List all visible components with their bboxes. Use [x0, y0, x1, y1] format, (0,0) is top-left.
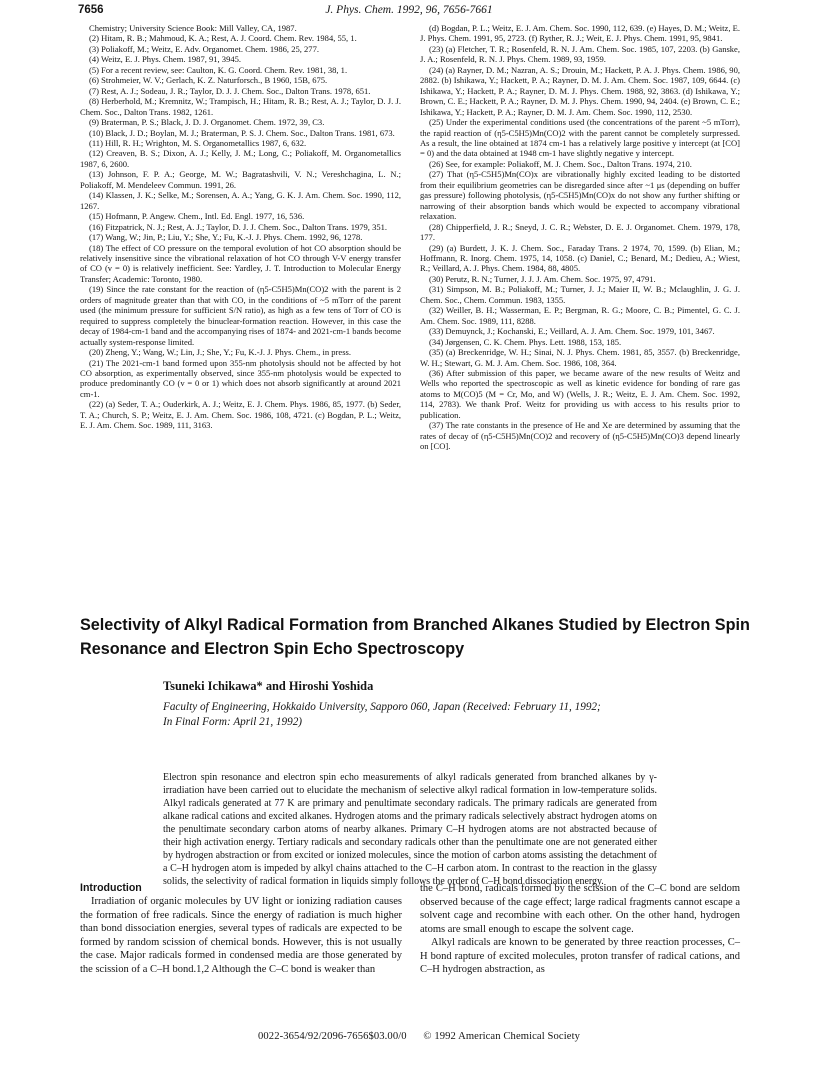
reference-item: (26) See, for example: Poliakoff, M. J. Chem. Soc., Dalton Trans. 1974, 210.	[429, 158, 692, 169]
reference-item: (6) Strohmeier, W. V.; Gerlach, K. Z. Naturforsch., B 1960, 15B, 675.	[89, 75, 328, 86]
article-title: Selectivity of Alkyl Radical Formation from Branched Alkanes Studied by Electron Spin Resonance and Electron Spin Echo Spectroscopy	[80, 616, 750, 658]
reference-item: (35) (a) Breckenridge, W. H.; Sinai, N. J. Phys. Chem. 1981, 85, 3557. (b) Breckenridge, W. H.; Stewart, G. M. J. Am. Chem. Soc. 1986, 108, 364.	[420, 347, 740, 368]
reference-item: (23) (a) Fletcher, T. R.; Rosenfeld, R. N. J. Am. Chem. Soc. 1985, 107, 2203. (b) Ganske, J. A.; Rosenfeld, R. N. J. Phys. Chem. 1989, 93, 1959.	[420, 43, 740, 65]
reference-item: (34) Jørgensen, C. K. Chem. Phys. Lett. 1988, 153, 185.	[429, 336, 622, 347]
reference-item: (8) Herberhold, M.; Kremnitz, W.; Trampisch, H.; Hitam, R. B.; Rest, A. J.; Taylor, D. J. J. Chem. Soc., Dalton Trans. 1982, 1261.	[80, 96, 401, 117]
reference-item: (32) Weiller, B. H.; Wasserman, E. P.; Bergman, R. G.; Moore, C. B.; Pimentel, G. C. J. Am. Chem. Soc. 1989, 111, 8288.	[420, 305, 740, 326]
article-authors: Tsuneki Ichikawa* and Hiroshi Yoshida	[163, 679, 374, 693]
reference-item: (16) Fitzpatrick, N. J.; Rest, A. J.; Taylor, D. J. J. Chem. Soc., Dalton Trans. 1979, 351.	[89, 221, 388, 232]
affiliation-line: In Final Form: April 21, 1992)	[163, 716, 303, 728]
reference-item: (28) Chipperfield, J. R.; Sneyd, J. C. R.; Webster, D. E. J. Organomet. Chem. 1979, 178, 177.	[420, 221, 740, 243]
reference-item: (18) The effect of CO pressure on the temporal evolution of hot CO absorption should be relatively insensitive since the vibrational relaxation of hot CO through V-V energy transfer of CO (v = 0) is relatively inefficient. See: Yardley, J. T. Introduction to Molecular Energy Transfer; Academic: Toronto, 1980.	[80, 242, 401, 284]
page-header	[78, 4, 740, 20]
reference-item: (14) Klassen, J. K.; Selke, M.; Sorensen, A. A.; Yang, G. K. J. Am. Chem. Soc. 1990, 112, 1267.	[80, 190, 401, 211]
reference-item: (33) Demuynck, J.; Kochanski, E.; Veillard, A. J. Am. Chem. Soc. 1979, 101, 3467.	[429, 326, 715, 337]
abstract: Electron spin resonance and electron spin echo measurements of alkyl radicals generated from branched alkanes by γ-irradiation have been carried out to elucidate the mechanism of selective alkyl radical formation in low-temperature solids. Alkyl radicals generated at 77 K are primary and penultimate secondary radicals. The primary radicals are generated from alkane radical cations and excited alkanes. Hydrogen atoms and the primary radicals selectively abstract hydrogen atoms on the penultimate secondary carbon atoms of nearby alkanes. Primary C–H hydrogen atoms are not abstracted because of their high activation energy. Tertiary radicals and secondary radicals other than the penultimate one are not generated either by hydrogen abstraction or from excited or ionized molecules, since the motion of carbon atoms assisting the detachment of a C–H hydrogen atom is impeded by alkyl chains attached to the C–H carbon atom. In contrast to the reaction in the glassy solids, the selectivity of radical formation in liquids simply follows the order of C–H bond dissociation energy.	[163, 772, 657, 888]
reference-item: (30) Perutz, R. N.; Turner, J. J. J. Am. Chem. Soc. 1975, 97, 4791.	[429, 273, 656, 284]
page-number: 7656	[78, 4, 104, 16]
reference-item: Chemistry; University Science Book: Mill Valley, CA, 1987.	[89, 23, 297, 33]
reference-item: (2) Hitam, R. B.; Mahmoud, K. A.; Rest, A. J. Coord. Chem. Rev. 1984, 55, 1.	[89, 33, 357, 44]
author-affiliation	[163, 700, 743, 730]
reference-item: (11) Hill, R. H.; Wrighton, M. S. Organometallics 1987, 6, 632.	[89, 137, 307, 148]
page-footer	[258, 1031, 594, 1042]
reference-item: (d) Bogdan, P. L.; Weitz, E. J. Am. Chem. Soc. 1990, 112, 639. (e) Hayes, D. M.; Weitz, E. J. Phys. Chem. 1991, 95, 2723. (f) Ryther, R. J.; Weit, E. J. Phys. Chem. 1991, 95, 9841.	[420, 23, 740, 44]
references-right-column	[420, 23, 740, 452]
references-left-column	[80, 23, 401, 431]
reference-item: (7) Rest, A. J.; Sodeau, J. R.; Taylor, D. J. J. Chem. Soc., Dalton Trans. 1978, 651.	[89, 85, 371, 96]
reference-item: (10) Black, J. D.; Boylan, M. J.; Braterman, P. S. J. Chem. Soc., Dalton Trans. 1981, 673.	[89, 127, 395, 138]
reference-item: (36) After submission of this paper, we became aware of the new results of Weitz and Wells who reported the spectroscopic as well as kinetic evidence for bonding of rare gas atoms to M(CO)5 (M = Cr, Mo, and W) (Wells, J. R.; Weitz, E. J. Am. Chem. Soc. 1992, 114, 2783). We thank Prof. Weitz for providing us with access to his results prior to publication.	[420, 367, 740, 420]
reference-item: (22) (a) Seder, T. A.; Ouderkirk, A. J.; Weitz, E. J. Chem. Phys. 1986, 85, 1977. (b) Seder, T. A.; Church, S. P.; Weitz, E. J. Am. Chem. Soc. 1986, 108, 4721. (c) Bogdan, P. L.; Weitz, E. J. Am. Chem. Soc. 1989, 111, 3163.	[80, 399, 401, 431]
reference-item: (27) That (η5-C5H5)Mn(CO)x are vibrationally highly excited leading to be distorted from their equilibrium geometries can be disregarded since after ~1 μs (depending on buffer gas pressure) following photolysis, (η5-C5H5)Mn(CO)x do not show any further shifting or narrowing of their absorption bands which would be expected to accompany vibrational relaxation.	[420, 169, 740, 222]
section-heading-introduction: Introduction	[80, 882, 142, 894]
body-left-column	[80, 895, 402, 976]
reference-item: (19) Since the rate constant for the reaction of (η5-C5H5)Mn(CO)2 with the parent is 2 orders of magnitude greater than that with CO, in the conditions of ~5 mTorr of the parent used (the minimum pressure for sufficient S/N ratio), as high as a few tens of Torr of CO is required to suppress completely the binuclear-formation reaction. However, in this case the decay of 1984-cm-1 band and the accompanying rises of 1874- and 2021-cm-1 bands become actually system-response limited.	[80, 284, 401, 347]
copyright-notice: © 1992 American Chemical Society	[423, 1031, 581, 1042]
article-code: 0022-3654/92/2096-7656$03.00/0	[258, 1031, 407, 1042]
reference-item: (17) Wang, W.; Jin, P.; Liu, Y.; She, Y.; Fu, K.-J. J. Phys. Chem. 1992, 96, 1278.	[89, 232, 363, 243]
reference-item: (25) Under the experimental conditions used (the concentrations of the parent ~5 mTorr), the rapid reaction of (η5-C5H5)Mn(CO)2 with the parent cannot be completely surpressed. As a result, the line obtained at 1874 cm-1 has a relatively large positive y intercept (at [CO] = 0) and the data obtained at 1948 cm-1 have slightly negative y intercept.	[420, 117, 740, 159]
paragraph: Irradiation of organic molecules by UV light or ionizing radiation causes the formation of free radicals. Since the energy of radiation is much higher than bond dissociation energies, several types of radicals are expected to be formed by random scission of chemical bonds. However, this is not usually the case. Major radicals formed in condensed media are those generated by the scission of a C–H bond.1,2 Although the C–C bond is weaker than	[80, 896, 402, 975]
reference-item: (9) Braterman, P. S.; Black, J. D. J. Organomet. Chem. 1972, 39, C3.	[89, 117, 325, 128]
affiliation-line: Faculty of Engineering, Hokkaido University, Sapporo 060, Japan (Received: February 11, 1992;	[163, 701, 601, 713]
paragraph: Alkyl radicals are known to be generated by three reaction processes, C–H bond rapture of excited molecules, proton transfer of radical cations, and C–H hydrogen abstraction, as	[420, 937, 740, 976]
reference-item: (5) For a recent review, see: Caulton, K. G. Coord. Chem. Rev. 1981, 38, 1.	[89, 64, 348, 75]
running-head: J. Phys. Chem. 1992, 96, 7656-7661	[325, 4, 493, 16]
reference-item: (20) Zheng, Y.; Wang, W.; Lin, J.; She, Y.; Fu, K.-J. J. Phys. Chem., in press.	[89, 347, 351, 358]
reference-item: (13) Johnson, F. P. A.; George, M. W.; Bagratashvili, V. N.; Vereshchagina, L. N.; Poliakoff, M. Mendeleev Commun. 1991, 26.	[80, 169, 401, 190]
reference-item: (3) Poliakoff, M.; Weitz, E. Adv. Organomet. Chem. 1986, 25, 277.	[89, 43, 319, 54]
reference-item: (31) Simpson, M. B.; Poliakoff, M.; Turner, J. J.; Maier II, W. B.; Mclaughlin, J. G. J. Chem. Soc., Chem. Commun. 1983, 1355.	[420, 284, 740, 305]
reference-item: (15) Hofmann, P. Angew. Chem., Intl. Ed. Engl. 1977, 16, 536.	[89, 211, 305, 222]
reference-item: (12) Creaven, B. S.; Dixon, A. J.; Kelly, J. M.; Long, C.; Poliakoff, M. Organometallics 1987, 6, 2600.	[80, 148, 401, 169]
reference-item: (4) Weitz, E. J. Phys. Chem. 1987, 91, 3945.	[89, 54, 242, 65]
reference-item: (24) (a) Rayner, D. M.; Nazran, A. S.; Drouin, M.; Hackett, P. A. J. Phys. Chem. 1986, 90, 2882. (b) Ishikawa, Y.; Hackett, P. A.; Rayner, D. M. J. Am. Chem. Soc. 1987, 109, 6644. (c) Ishikawa, Y.; Hackett, P. A.; Rayner, D. M. J. Phys. Chem. 1988, 92, 3863. (d) Ishikawa, Y.; Brown, C. E.; Hackett, P. A.; Rayner, D. M. J. Phys. Chem. 1990, 94, 2404. (e) Brown, C. E.; Ishikawa, Y.; Hackett, P. A.; Rayner, D. M. J. Am. Chem. Soc. 1990, 112, 2530.	[420, 64, 740, 117]
reference-item: (21) The 2021-cm-1 band formed upon 355-nm photolysis should not be affected by hot CO absorption, as experimentally observed, since 355-nm photolysis would be expected to produce predominantly CO (v = 0 or 1) which does not absorb significantly at around 2021 cm-1.	[80, 357, 401, 399]
reference-item: (37) The rate constants in the presence of He and Xe are determined by assuming that the rates of decay of (η5-C5H5)Mn(CO)2 and recovery of (η5-C5H5)Mn(CO)3 depend linearly on [CO].	[420, 420, 740, 452]
reference-item: (29) (a) Burdett, J. K. J. Chem. Soc., Faraday Trans. 2 1974, 70, 1599. (b) Elian, M.; Hoffmann, R. Inorg. Chem. 1975, 14, 1058. (c) Daniel, C.; Benard, M.; Dedieu, A.; Wiest, R.; Veillard, A. J. Phys. Chem. 1984, 88, 4805.	[420, 242, 740, 274]
paragraph: the C–H bond, radicals formed by the scission of the C–C bond are seldom observed because of the cage effect; large radical fragments cannot escape a solvent cage and recombine with each other. On the other hand, hydrogen atoms are small enough to escape the solvent cage.	[420, 883, 740, 935]
body-right-column	[420, 882, 740, 977]
